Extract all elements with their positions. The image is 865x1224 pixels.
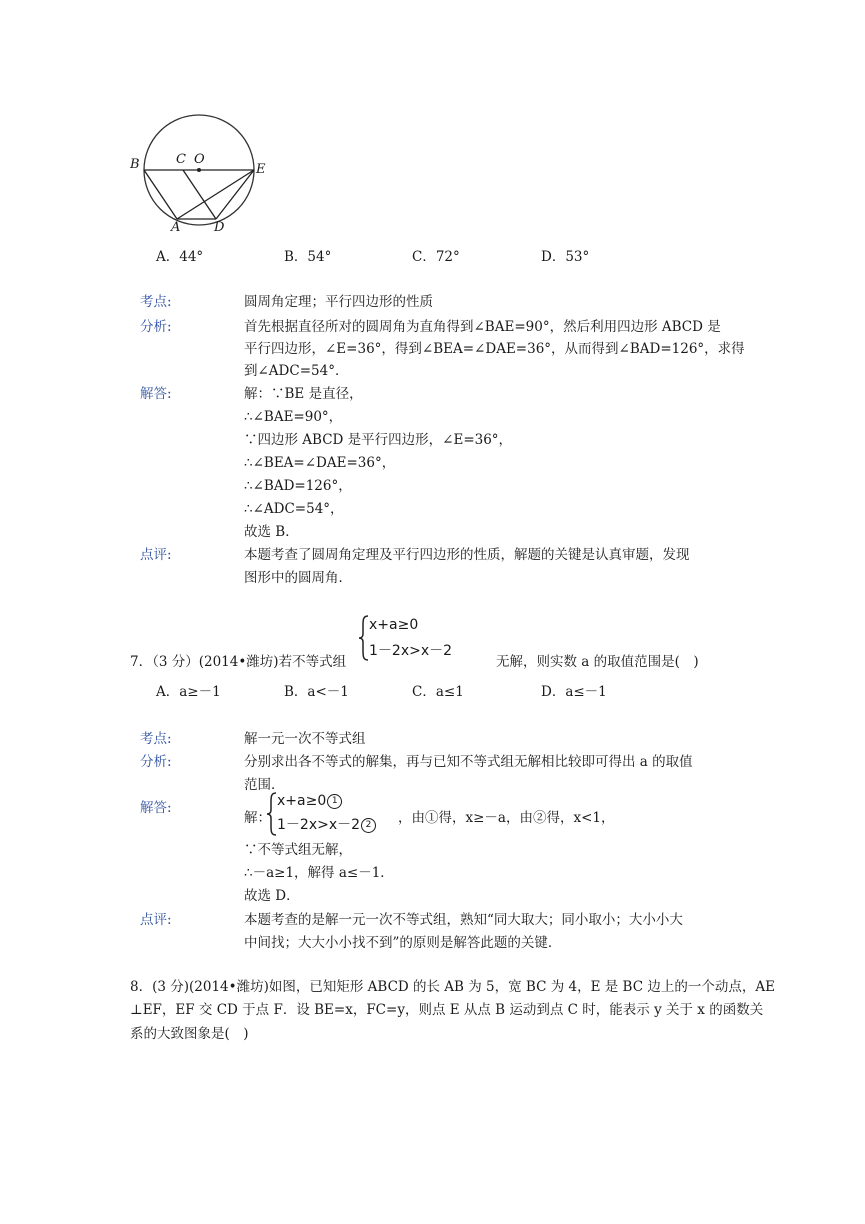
q8-stem-line-3: 系的大致图象是( ) [130,1026,249,1042]
q7-jieda-system-line-2-text: 1－2x>x－2 [277,817,361,833]
q6-option-a: A．44° [156,249,204,265]
q6-option-b: B．54° [284,249,332,265]
point-label-c: C [176,152,186,167]
q7-options [156,680,756,700]
q6-dianping-line-2: 图形中的圆周角． [244,570,352,586]
q6-jieda-line-4: ∴∠BEA=∠DAE=36°， [244,455,396,471]
q7-jieda-line-3: 故选 D． [244,888,300,904]
q7-jieda-line-2: ∴－a≥1，解得 a≤－1． [244,865,394,881]
q6-fenxi-line-2: 平行四边形，∠E=36°，得到∠BEA=∠DAE=36°，从而得到∠BAD=126°，求得 [244,341,745,357]
q8-stem-line-2: ⊥EF，EF 交 CD 于点 F．设 BE=x，FC=y，则点 E 从点 B 运动到点 C 时，能表示 y 关于 x 的函数关 [130,1002,764,1018]
q7-jieda-line-1: ∵不等式组无解， [244,842,352,858]
q7-jieda-label: 解答: [140,800,172,816]
q6-fenxi-line-1: 首先根据直径所对的圆周角为直角得到∠BAE=90°，然后利用四边形 ABCD 是 [244,319,721,335]
q6-dianping-line-1: 本题考查了圆周角定理及平行四边形的性质，解题的关键是认真审题，发现 [244,547,690,563]
q6-jieda-label: 解答: [140,386,172,402]
q7-jieda-system-line-1-text: x+a≥0 [277,793,327,809]
q7-dianping-label: 点评: [140,912,172,928]
q7-option-c: C．a≤1 [412,684,464,700]
point-label-b: B [130,157,140,172]
q6-jieda-line-5: ∴∠BAD=126°， [244,478,352,494]
point-label-o: O [194,152,205,167]
q7-inequality-system [358,614,498,664]
q7-stem-prefix: 7．（3 分）(2014•潍坊)若不等式组 [130,654,347,670]
q6-fenxi-label: 分析: [140,319,172,335]
point-label-a: A [171,220,181,235]
q6-jieda-line-7: 故选 B． [244,524,299,540]
q7-fenxi-line-1: 分别求出各不等式的解集，再与已知不等式组无解相比较即可得出 a 的取值 [244,754,693,770]
q7-jieda-system-line-1 [277,793,342,809]
q7-jieda-inequality-system [266,791,406,839]
q7-option-a: A．a≥－1 [156,684,221,700]
q7-jieda-prefix: 解： [244,810,271,826]
q7-option-b: B．a<－1 [284,684,349,700]
circled-number-1-icon: 1 [327,794,342,809]
q7-fenxi-line-2: 范围． [244,777,285,793]
q7-kaodian-label: 考点: [140,731,172,747]
q7-kaodian-text: 解一元一次不等式组 [244,731,366,747]
q6-jieda-line-2: ∴∠BAE=90°， [244,409,343,425]
q6-options [156,245,756,265]
circle-figure [124,108,274,238]
q7-dianping-line-1: 本题考查的是解一元一次不等式组，熟知“同大取大；同小取小；大小小大 [244,912,683,928]
q8-stem-line-1: 8．(3 分)(2014•潍坊)如图，已知矩形 ABCD 的长 AB 为 5，宽 BC 为 4，E 是 BC 边上的一个动点，AE [130,979,775,995]
q6-kaodian-label: 考点: [140,294,172,310]
q6-jieda-line-1: 解：∵BE 是直径， [244,386,363,402]
q7-stem-suffix: 无解，则实数 a 的取值范围是( ) [496,654,699,670]
q7-system-line-1: x+a≥0 [369,617,419,633]
q6-option-d: D．53° [541,249,590,265]
q6-jieda-line-3: ∵四边形 ABCD 是平行四边形，∠E=36°， [244,432,513,448]
point-label-e: E [256,162,266,177]
q6-dianping-label: 点评: [140,547,172,563]
circle-diagram [124,108,274,238]
q7-system-line-2: 1－2x>x－2 [369,643,453,659]
q7-dianping-line-2: 中间找；大大小小找不到”的原则是解答此题的关键． [244,935,562,951]
circled-number-2-icon: 2 [361,818,376,833]
q6-fenxi-line-3: 到∠ADC=54°． [244,363,349,379]
q7-fenxi-label: 分析: [140,754,172,770]
point-label-d: D [214,220,225,235]
q6-kaodian-text: 圆周角定理；平行四边形的性质 [244,294,433,310]
q6-jieda-line-6: ∴∠ADC=54°， [244,501,344,517]
q7-option-d: D．a≤－1 [541,684,607,700]
q6-option-c: C．72° [412,249,460,265]
q7-jieda-after-system: ，由①得，x≥－a，由②得，x<1， [398,810,615,826]
q7-jieda-system-line-2 [277,817,376,833]
